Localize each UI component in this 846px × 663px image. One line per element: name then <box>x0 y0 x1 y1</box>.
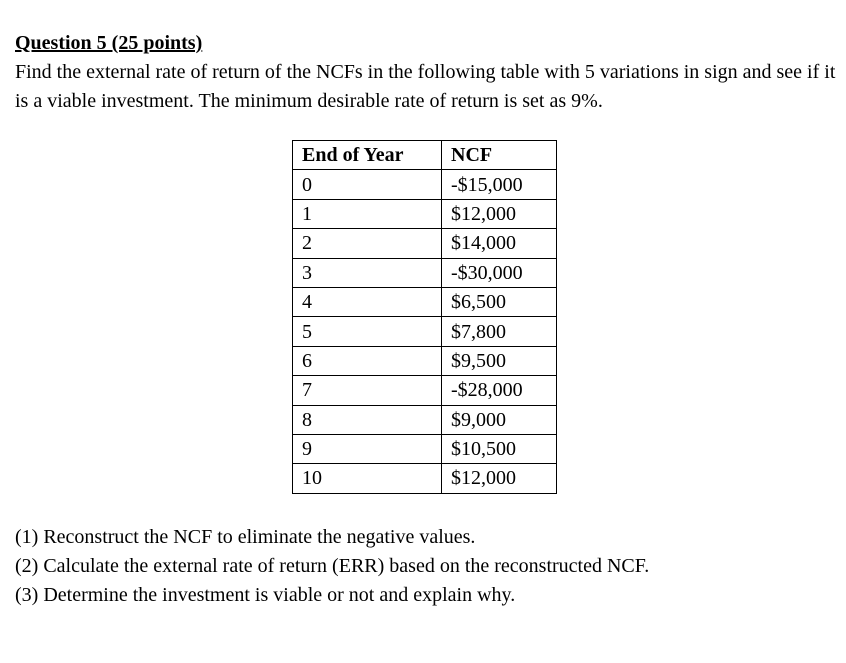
year-cell: 10 <box>293 464 442 493</box>
year-cell: 8 <box>293 405 442 434</box>
ncf-cell: $14,000 <box>442 229 557 258</box>
ncf-cell: -$28,000 <box>442 376 557 405</box>
ncf-cell: $6,500 <box>442 287 557 316</box>
question-title: Question 5 (25 points) <box>15 32 203 54</box>
year-cell: 9 <box>293 434 442 463</box>
ncf-cell: $9,000 <box>442 405 557 434</box>
header-ncf: NCF <box>442 141 557 170</box>
ncf-cell: $7,800 <box>442 317 557 346</box>
sub-question-1: (1) Reconstruct the NCF to eliminate the negative values. <box>15 526 476 548</box>
sub-question-2: (2) Calculate the external rate of return (ERR) based on the reconstructed NCF. <box>15 555 650 577</box>
year-cell: 7 <box>293 376 442 405</box>
year-cell: 5 <box>293 317 442 346</box>
table-row <box>293 346 557 375</box>
ncf-cell: -$15,000 <box>442 170 557 199</box>
year-cell: 2 <box>293 229 442 258</box>
table-row <box>293 287 557 316</box>
year-cell: 0 <box>293 170 442 199</box>
table-row <box>293 405 557 434</box>
sub-question-3: (3) Determine the investment is viable or not and explain why. <box>15 584 516 606</box>
table-row <box>293 317 557 346</box>
ncf-cell: $10,500 <box>442 434 557 463</box>
table-row <box>293 170 557 199</box>
question-intro: Find the external rate of return of the NCFs in the following table with 5 variations in sign and see if it is a viable investment. The minimum desirable rate of return is set as 9%. <box>15 61 836 112</box>
table-header-row <box>293 141 557 170</box>
year-cell: 3 <box>293 258 442 287</box>
table-row <box>293 258 557 287</box>
table-row <box>293 464 557 493</box>
ncf-table <box>292 140 557 494</box>
header-end-of-year: End of Year <box>293 141 442 170</box>
ncf-cell: $12,000 <box>442 464 557 493</box>
ncf-cell: $9,500 <box>442 346 557 375</box>
year-cell: 1 <box>293 199 442 228</box>
table-row <box>293 434 557 463</box>
year-cell: 6 <box>293 346 442 375</box>
table-row <box>293 229 557 258</box>
year-cell: 4 <box>293 287 442 316</box>
sub-questions-list <box>15 523 649 610</box>
table-row <box>293 199 557 228</box>
table-row <box>293 376 557 405</box>
ncf-cell: $12,000 <box>442 199 557 228</box>
ncf-cell: -$30,000 <box>442 258 557 287</box>
